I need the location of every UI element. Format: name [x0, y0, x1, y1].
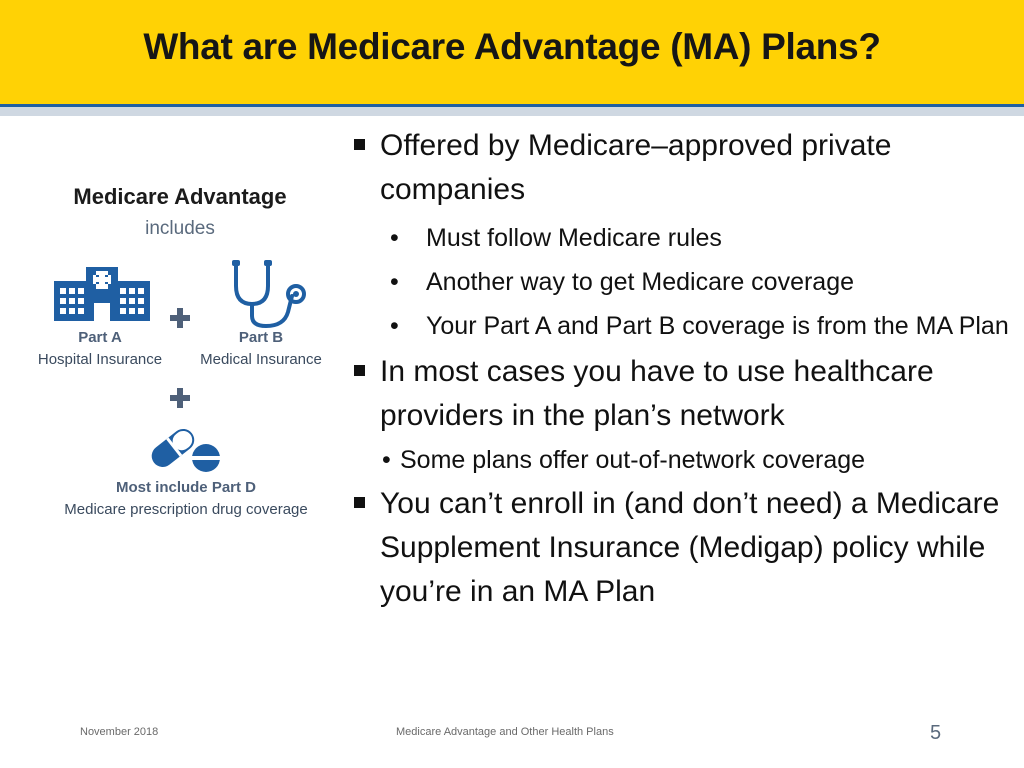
- part-b-description: Medical Insurance: [200, 351, 322, 368]
- pill-icon: [148, 422, 222, 474]
- sub-bullet-item: [352, 308, 1012, 344]
- medicare-advantage-diagram: [0, 120, 360, 540]
- stethoscope-icon: [228, 260, 308, 330]
- page-number: 5: [930, 722, 942, 744]
- sub-bullet-text: Must follow Medicare rules: [426, 224, 722, 252]
- bullet-list: [352, 124, 1012, 614]
- part-d-label: Most include Part D: [115, 479, 257, 496]
- square-bullet-icon: [354, 365, 365, 376]
- dot-bullet-icon: •: [382, 446, 391, 474]
- dot-bullet-icon: •: [390, 224, 399, 252]
- dot-bullet-icon: •: [390, 268, 399, 296]
- bullet-item: [352, 350, 1012, 438]
- bullet-text: Offered by Medicare–approved private companies: [380, 129, 892, 206]
- square-bullet-icon: [354, 139, 365, 150]
- bullet-item: [352, 124, 1012, 212]
- diagram-heading: Medicare Advantage: [73, 184, 287, 209]
- sub-bullet-text: Some plans offer out-of-network coverage: [400, 446, 866, 474]
- slide-title: What are Medicare Advantage (MA) Plans?: [143, 26, 881, 67]
- plus-icon: [170, 308, 190, 328]
- sub-bullet-item: [352, 442, 1012, 478]
- bullet-item: [352, 482, 1012, 614]
- bullet-text: In most cases you have to use healthcare providers in the plan’s network: [380, 355, 934, 432]
- square-bullet-icon: [354, 497, 365, 508]
- header-rule: [0, 104, 1024, 116]
- bullet-text: You can’t enroll in (and don’t need) a Medicare Supplement Insurance (Medigap) policy while you’re in an MA Plan: [380, 487, 1000, 608]
- part-b-label: Part B: [238, 329, 284, 346]
- plus-icon: [170, 388, 190, 408]
- diagram-subheading: includes: [145, 218, 215, 239]
- hospital-icon: [52, 267, 152, 323]
- part-d-description: Medicare prescription drug coverage: [64, 501, 308, 518]
- dot-bullet-icon: •: [390, 312, 399, 340]
- sub-bullet-item: [352, 220, 1012, 256]
- footer-title: Medicare Advantage and Other Health Plans: [396, 726, 614, 738]
- part-a-label: Part A: [78, 329, 122, 346]
- sub-bullet-item: [352, 264, 1012, 300]
- title-bar: [0, 0, 1024, 104]
- footer-date: November 2018: [80, 726, 159, 738]
- part-a-description: Hospital Insurance: [37, 351, 163, 368]
- sub-bullet-text: Your Part A and Part B coverage is from the MA Plan: [426, 312, 1009, 340]
- sub-bullet-text: Another way to get Medicare coverage: [426, 268, 855, 296]
